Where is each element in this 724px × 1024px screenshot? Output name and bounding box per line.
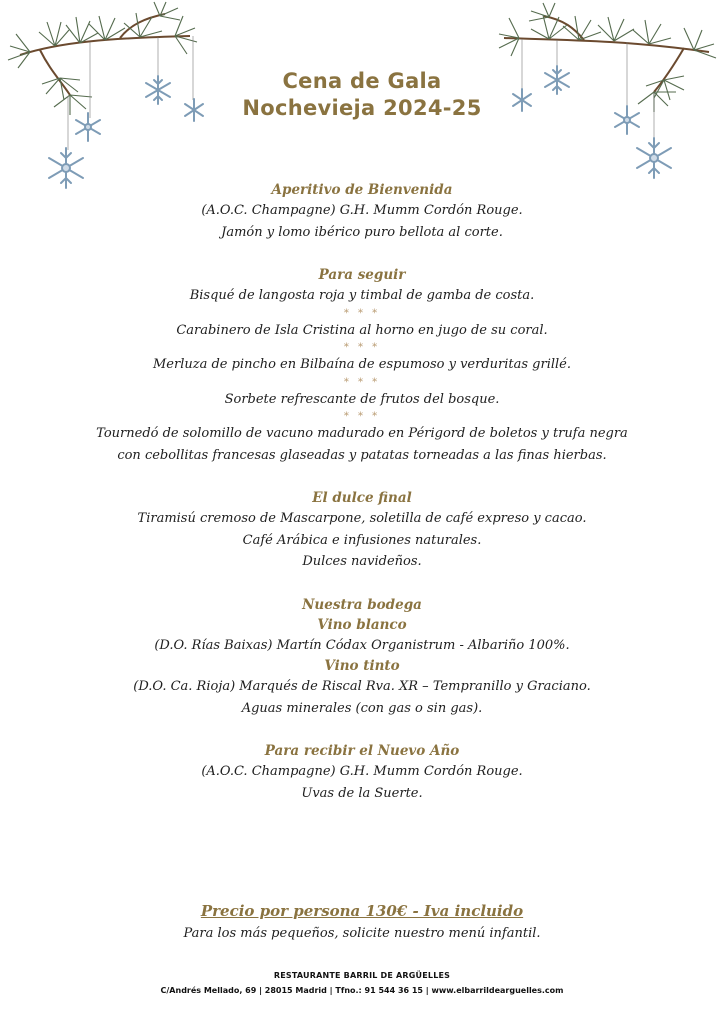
section-bodega: [40, 595, 684, 720]
menu-item: Uvas de la Suerte.: [301, 785, 423, 801]
menu-item: Jamón y lomo ibérico puro bellota al corte.: [221, 224, 503, 240]
footer-restaurant-name: RESTAURANTE BARRIL DE ARGÜELLES: [273, 971, 451, 980]
menu-item: Sorbete refrescante de frutos del bosque.: [224, 391, 500, 407]
section-heading: El dulce final: [312, 490, 412, 506]
menu-item: (D.O. Ca. Rioja) Marqués de Riscal Rva. XR – Tempranillo y Graciano.: [133, 679, 591, 694]
footer-contact-info: C/Andrés Mellado, 69 | 28015 Madrid | Tfno.: 91 544 36 15 | www.elbarrildearguelles.com: [160, 986, 564, 995]
separator-stars: * * *: [343, 307, 381, 319]
separator-stars: * * *: [343, 411, 381, 422]
menu-item: (D.O. Rías Baixas) Martín Códax Organistrum - Albariño 100%.: [154, 637, 570, 653]
section-nuevo-ano: [40, 741, 684, 804]
section-aperitivo: [40, 180, 684, 243]
menu-item: Tiramisú cremoso de Mascarpone, soletilla de café expreso y cacao.: [137, 511, 587, 526]
menu-item: Carabinero de Isla Cristina al horno en jugo de su coral.: [176, 322, 548, 338]
subheading-vino-blanco: Vino blanco: [317, 616, 407, 633]
menu-item: Merluza de pincho en Bilbaína de espumoso y verduritas grillé.: [152, 357, 572, 372]
section-heading: Nuestra bodega: [302, 596, 422, 613]
section-heading: Para seguir: [318, 267, 406, 283]
menu-item: (A.O.C. Champagne) G.H. Mumm Cordón Rouge.: [201, 203, 523, 218]
subheading-vino-tinto: Vino tinto: [324, 658, 400, 674]
menu-title: [0, 68, 724, 122]
separator-stars: * * *: [343, 342, 381, 353]
menu-item: Aguas minerales (con gas o sin gas).: [241, 700, 483, 716]
section-heading: Aperitivo de Bienvenida: [271, 182, 453, 198]
title-line-2: Nochevieja 2024-25: [242, 96, 482, 120]
section-heading: Para recibir el Nuevo Año: [264, 743, 460, 759]
separator-stars: * * *: [343, 376, 381, 388]
menu-item: (A.O.C. Champagne) G.H. Mumm Cordón Rouge.: [201, 764, 523, 779]
title-line-1: Cena de Gala: [282, 69, 442, 93]
menu-body: [40, 180, 684, 804]
menu-item: Bisqué de langosta roja y timbal de gamba de costa.: [189, 288, 535, 303]
menu-item: Café Arábica e infusiones naturales.: [242, 532, 482, 548]
section-para-seguir: [40, 265, 684, 466]
kids-menu-note: Para los más pequeños, solicite nuestro menú infantil.: [183, 926, 541, 941]
price-line: Precio por persona 130€ - Iva incluido: [200, 902, 524, 920]
menu-item: con cebollitas francesas glaseadas y patatas torneadas a las finas hierbas.: [117, 447, 607, 463]
menu-item: Dulces navideños.: [302, 554, 422, 569]
section-dulce-final: [40, 488, 684, 573]
menu-item: Tournedó de solomillo de vacuno madurado en Périgord de boletos y trufa negra: [96, 426, 628, 441]
